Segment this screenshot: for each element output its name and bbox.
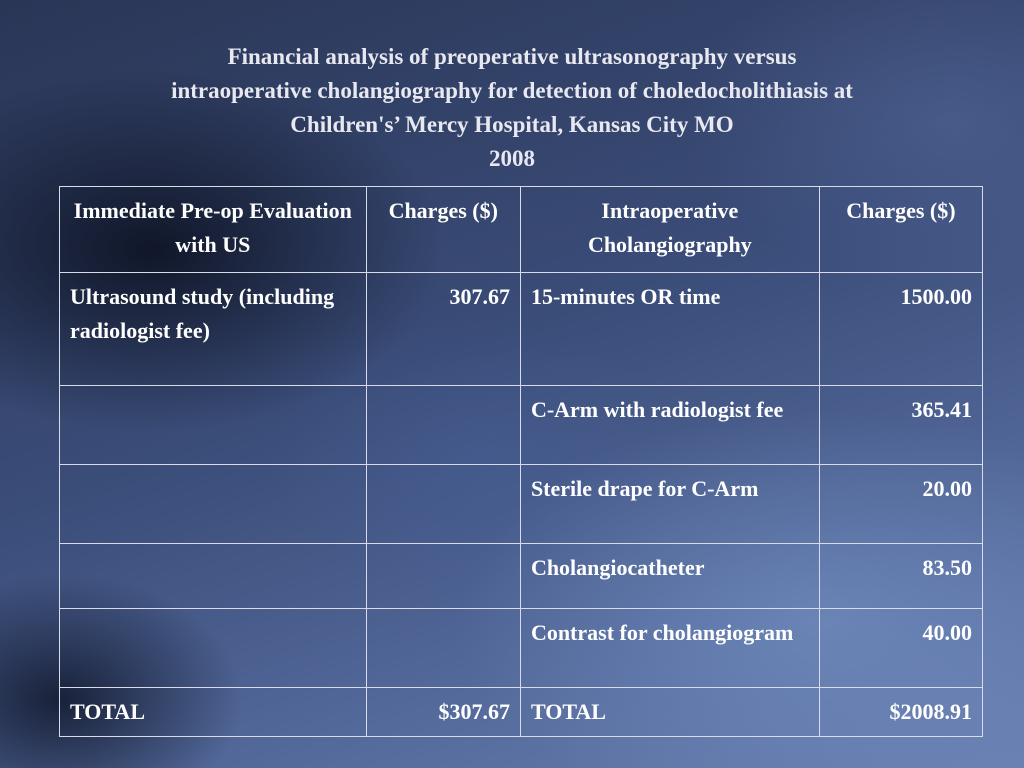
intraop-item: Cholangiocatheter	[520, 544, 819, 609]
preop-item	[60, 609, 367, 688]
title-year: 2008	[489, 146, 535, 171]
intraop-charge: 365.41	[819, 386, 982, 465]
intraop-item: Sterile drape for C-Arm	[520, 465, 819, 544]
table-row	[60, 465, 983, 544]
table-row	[60, 273, 983, 386]
table-total-row	[60, 688, 983, 737]
header-preop-evaluation: Immediate Pre-op Evaluation with US	[60, 187, 367, 273]
preop-charge	[366, 386, 520, 465]
intraop-charge: 20.00	[819, 465, 982, 544]
table-row	[60, 544, 983, 609]
table-row	[60, 609, 983, 688]
header-intraop-cholangiography: Intraoperative Cholangiography	[520, 187, 819, 273]
intraop-charge: 40.00	[819, 609, 982, 688]
preop-charge	[366, 609, 520, 688]
table-header-row	[60, 187, 983, 273]
preop-item	[60, 465, 367, 544]
preop-total-value: $307.67	[366, 688, 520, 737]
intraop-item: C-Arm with radiologist fee	[520, 386, 819, 465]
cost-comparison-table	[59, 186, 983, 737]
preop-item	[60, 386, 367, 465]
preop-item: Ultrasound study (including radiologist fee)	[60, 273, 367, 386]
intraop-total-label: TOTAL	[520, 688, 819, 737]
title-line: intraoperative cholangiography for detection of choledocholithiasis at	[171, 78, 853, 103]
intraop-charge: 83.50	[819, 544, 982, 609]
intraop-item: 15-minutes OR time	[520, 273, 819, 386]
header-intraop-charges: Charges ($)	[819, 187, 982, 273]
intraop-item: Contrast for cholangiogram	[520, 609, 819, 688]
intraop-charge: 1500.00	[819, 273, 982, 386]
preop-charge	[366, 465, 520, 544]
title-line: Children's’ Mercy Hospital, Kansas City MO	[290, 112, 734, 137]
preop-charge	[366, 544, 520, 609]
table-row	[60, 386, 983, 465]
slide-title	[40, 40, 984, 176]
title-line: Financial analysis of preoperative ultrasonography versus	[227, 44, 797, 69]
preop-total-label: TOTAL	[60, 688, 367, 737]
header-preop-charges: Charges ($)	[366, 187, 520, 273]
intraop-total-value: $2008.91	[819, 688, 982, 737]
preop-charge: 307.67	[366, 273, 520, 386]
preop-item	[60, 544, 367, 609]
